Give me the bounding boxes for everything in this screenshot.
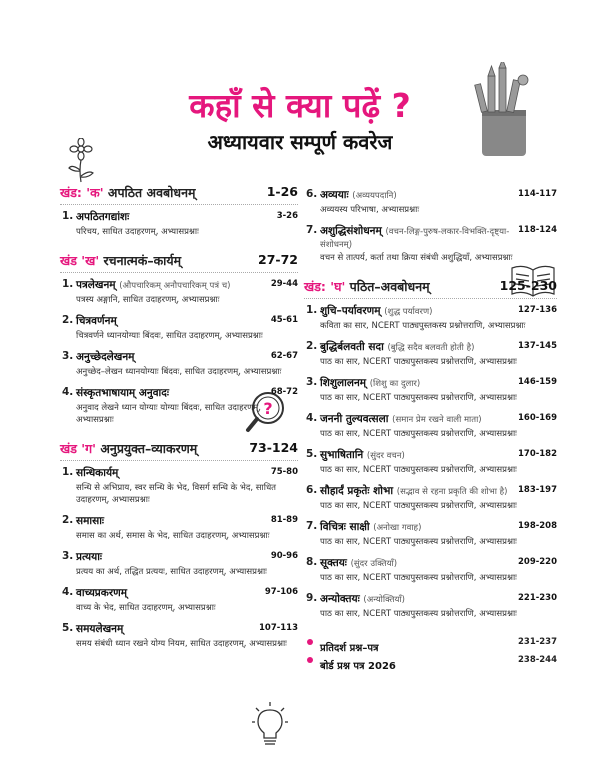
- chapter-title-line: [76, 514, 298, 528]
- chapter-description: पाठ का सार, NCERT पाठ्यपुस्तकस्य प्रश्नोत्तराणि, अभ्यासप्रश्नाः: [320, 501, 517, 511]
- chapter-pages: 81-89: [270, 515, 298, 525]
- section-code: खंड: 'क': [60, 185, 104, 200]
- chapter-description: कविता का सार, NCERT पाठ्यपुस्तकस्य प्रश्नोत्तराणि, अभ्यासप्रश्नाः: [320, 321, 526, 331]
- chapter-number: 1.: [62, 278, 74, 290]
- chapter-entry[interactable]: [304, 376, 557, 404]
- chapter-subtitle: (सुंदर उक्तियाँ): [350, 559, 398, 569]
- chapter-entry[interactable]: [60, 314, 298, 342]
- chapter-number: 3.: [306, 376, 318, 388]
- bullet-icon: [307, 639, 313, 645]
- chapter-title: विचित्रः साक्षी: [320, 521, 370, 533]
- light-bulb-icon: [252, 700, 288, 748]
- chapter-number: 1.: [306, 304, 318, 316]
- page-title: कहाँ से क्या पढ़ें ?: [189, 86, 411, 125]
- chapter-title: शुचि–पर्यावरणम्: [320, 305, 381, 317]
- chapter-number: 6.: [306, 188, 318, 200]
- chapter-title: अशुद्धिसंशोधनम्: [320, 225, 382, 237]
- chapter-pages: 183-197: [517, 485, 557, 495]
- extra-pages: 231-237: [517, 637, 557, 647]
- chapter-number: 5.: [306, 448, 318, 460]
- section-title: [60, 184, 298, 201]
- chapter-subtitle: (अनोखा गवाह): [373, 523, 422, 533]
- chapter-subtitle: (समान प्रेम रखने वाली माता): [392, 415, 482, 425]
- extra-pages: 238-244: [517, 655, 557, 665]
- chapter-description: पाठ का सार, NCERT पाठ्यपुस्तकस्य प्रश्नोत्तराणि, अभ्यासप्रश्नाः: [320, 429, 517, 439]
- chapter-entry[interactable]: [304, 340, 557, 368]
- chapter-description: पाठ का सार, NCERT पाठ्यपुस्तकस्य प्रश्नोत्तराणि, अभ्यासप्रश्नाः: [320, 357, 517, 367]
- right-column: [304, 180, 557, 672]
- section-header: [60, 440, 298, 458]
- chapter-title-line: [76, 278, 298, 292]
- section-pages: 1-26: [266, 184, 298, 199]
- section-header: [60, 252, 298, 270]
- chapter-description: अनुच्छेद–लेखन ध्यानयोग्याः बिंदवः, साधित उदाहरणम्, अभ्यासप्रश्नाः: [76, 367, 282, 377]
- chapter-pages: 97-106: [264, 587, 298, 597]
- chapter-description: पाठ का सार, NCERT पाठ्यपुस्तकस्य प्रश्नोत्तराणि, अभ्यासप्रश्नाः: [320, 537, 517, 547]
- page-subtitle: अध्यायवार सम्पूर्ण कवरेज: [207, 130, 393, 154]
- chapter-number: 2.: [62, 314, 74, 326]
- chapter-subtitle: (अव्ययपदानि): [352, 191, 397, 201]
- chapter-pages: 68-72: [270, 387, 298, 397]
- chapter-entry[interactable]: [304, 592, 557, 620]
- chapter-description: वाच्य के भेद, साधित उदाहरणम्, अभ्यासप्रश्नाः: [76, 603, 216, 613]
- chapter-number: 9.: [306, 592, 318, 604]
- extra-entry[interactable]: [304, 654, 557, 672]
- chapter-pages: 160-169: [517, 413, 557, 423]
- chapter-number: 2.: [62, 514, 74, 526]
- chapter-title: अपठितगद्यांशः: [76, 211, 130, 223]
- extra-title: बोर्ड प्रश्न पत्र 2026: [320, 661, 396, 672]
- chapter-subtitle: (बुद्धि सदैव बलवती होती है): [387, 343, 475, 353]
- bullet-icon: [307, 657, 313, 663]
- chapter-number: 2.: [306, 340, 318, 352]
- pencil-cup-icon: [468, 62, 540, 158]
- chapter-number: 6.: [306, 484, 318, 496]
- section-header: [60, 184, 298, 202]
- chapter-title-line: [76, 466, 298, 480]
- section-label: रचनात्मकं–कार्यम्: [103, 253, 182, 268]
- chapter-number: 4.: [62, 586, 74, 598]
- chapter-entry[interactable]: [60, 586, 298, 614]
- chapter-pages: 118-124: [517, 225, 557, 235]
- svg-text:?: ?: [263, 399, 273, 418]
- chapter-entry[interactable]: [60, 466, 298, 506]
- chapter-subtitle: (शुद्ध पर्यावरण): [384, 307, 433, 317]
- chapter-entry[interactable]: [60, 278, 298, 306]
- left-column: [60, 180, 298, 650]
- chapter-title-line: [76, 386, 298, 400]
- chapter-title-line: [76, 550, 298, 564]
- chapter-pages: 29-44: [270, 279, 298, 289]
- chapter-entry[interactable]: [60, 550, 298, 578]
- chapter-description: परिचय, साधित उदाहरणम्, अभ्यासप्रश्नाः: [76, 227, 199, 237]
- chapter-pages: 146-159: [517, 377, 557, 387]
- chapter-title: सौहार्दं प्रकृतेः शोभा: [320, 485, 394, 497]
- chapter-pages: 62-67: [270, 351, 298, 361]
- section-code: खंड 'ग': [60, 441, 96, 456]
- chapter-title: चित्रवर्णनम्: [76, 315, 117, 327]
- chapter-title-line: [76, 350, 298, 364]
- chapter-entry[interactable]: [304, 304, 557, 332]
- chapter-description: पाठ का सार, NCERT पाठ्यपुस्तकस्य प्रश्नोत्तराणि, अभ्यासप्रश्नाः: [320, 609, 517, 619]
- chapter-entry[interactable]: [304, 412, 557, 440]
- extra-entry[interactable]: [304, 636, 557, 654]
- chapter-pages: 209-220: [517, 557, 557, 567]
- section-pages: 125-230: [499, 278, 557, 293]
- chapter-title: बुद्धिर्बलवती सदा: [320, 341, 384, 353]
- section-label: पठित–अवबोधनम्: [349, 279, 430, 294]
- chapter-pages: 127-136: [517, 305, 557, 315]
- chapter-number: 7.: [306, 224, 318, 236]
- section-label: अनुप्रयुक्त–व्याकरणम्: [100, 441, 198, 456]
- chapter-number: 5.: [62, 622, 74, 634]
- chapter-title: सन्धिकार्यम्: [76, 467, 119, 479]
- chapter-title-line: [76, 210, 298, 224]
- chapter-entry[interactable]: [304, 520, 557, 548]
- chapter-title: समासाः: [76, 515, 105, 527]
- section-header: [304, 278, 557, 296]
- chapter-description: पाठ का सार, NCERT पाठ्यपुस्तकस्य प्रश्नोत्तराणि, अभ्यासप्रश्नाः: [320, 393, 517, 403]
- chapter-number: 1.: [62, 466, 74, 478]
- chapter-entry[interactable]: [60, 514, 298, 542]
- chapter-pages: 198-208: [517, 521, 557, 531]
- chapter-entry[interactable]: [60, 350, 298, 378]
- chapter-title: शिशुलालनम्: [320, 377, 367, 389]
- chapter-description: चित्रवर्णने ध्यानयोग्याः बिंदवः, साधित उदाहरणम्, अभ्यासप्रश्नाः: [76, 331, 263, 341]
- chapter-title: संस्कृतभाषायाम् अनुवादः: [76, 387, 169, 399]
- chapter-entry[interactable]: [304, 484, 557, 512]
- section-pages: 73-124: [249, 440, 298, 455]
- chapter-pages: 75-80: [270, 467, 298, 477]
- flower-icon: [64, 138, 98, 184]
- chapter-pages: 90-96: [270, 551, 298, 561]
- chapter-description: समास का अर्थ, समास के भेद, साधित उदाहरणम्, अभ्यासप्रश्नाः: [76, 531, 270, 541]
- chapter-description: पाठ का सार, NCERT पाठ्यपुस्तकस्य प्रश्नोत्तराणि, अभ्यासप्रश्नाः: [320, 573, 517, 583]
- chapter-subtitle: (अन्योक्तियाँ): [363, 595, 405, 605]
- chapter-entry[interactable]: [60, 622, 298, 650]
- chapter-description: वचन से तात्पर्य, कर्ता तथा क्रिया संबंधी अशुद्धियाँ, अभ्यासप्रश्नाः: [320, 253, 513, 263]
- chapter-title: प्रत्ययाः: [76, 551, 103, 563]
- chapter-subtitle: (औपचारिकम् अनौपचारिकम् पत्रं च): [119, 281, 231, 291]
- chapter-entry[interactable]: [304, 448, 557, 476]
- chapter-entry[interactable]: [304, 224, 557, 264]
- chapter-pages: 137-145: [517, 341, 557, 351]
- section-code: खंड: 'घ': [304, 279, 346, 294]
- chapter-description: अनुवाद लेखने ध्यान योग्याः योग्याः बिंदवः, साधित उदाहरणम्, अभ्यासप्रश्नाः: [76, 403, 262, 425]
- section-label: अपठित अवबोधनम्: [107, 185, 196, 200]
- section-pages: 27-72: [258, 252, 298, 267]
- chapter-title: वाच्यप्रकरणम्: [76, 587, 128, 599]
- chapter-title: समयलेखनम्: [76, 623, 124, 635]
- chapter-description: प्रत्यय का अर्थ, तद्धित प्रत्ययः, साधित उदाहरणम्, अभ्यासप्रश्नाः: [76, 567, 267, 577]
- chapter-subtitle: (सद्भाव से रहना प्रकृति की शोभा है): [396, 487, 508, 497]
- chapter-entry[interactable]: [304, 556, 557, 584]
- chapter-pages: 170-182: [517, 449, 557, 459]
- chapter-title: पत्रलेखनम्: [76, 279, 116, 291]
- chapter-pages: 3-26: [276, 211, 298, 221]
- chapter-description: सन्धि से अभिप्राय, स्वर सन्धि के भेद, विसर्ग सन्धि के भेद, साधित उदाहरणम्, अभ्यासप्रश्नाः: [76, 483, 277, 505]
- chapter-number: 1.: [62, 210, 74, 222]
- chapter-pages: 114-117: [517, 189, 557, 199]
- chapter-title-line: [76, 314, 298, 328]
- chapter-subtitle: (सुंदर वचन): [366, 451, 405, 461]
- chapter-subtitle: (वचन-लिङ्ग-पुरुष-लकार-विभक्ति-दृष्ट्या-संशोधनम्): [320, 227, 510, 250]
- chapter-entry[interactable]: [304, 188, 557, 216]
- chapter-subtitle: (शिशु का दुलार): [369, 379, 421, 389]
- chapter-description: अव्ययस्य परिभाषा, अभ्यासप्रश्नाः: [320, 205, 420, 215]
- chapter-entry[interactable]: [60, 210, 298, 238]
- chapter-title: जननी तुल्यवत्सला: [320, 413, 389, 425]
- chapter-pages: 221-230: [517, 593, 557, 603]
- extra-title: प्रतिदर्श प्रश्न–पत्र: [320, 643, 379, 654]
- chapter-title: अनुच्छेदलेखनम्: [76, 351, 135, 363]
- chapter-description: पत्रस्य अङ्गानि, साधित उदाहरणम्, अभ्यासप्रश्नाः: [76, 295, 220, 305]
- section-code: खंड 'ख': [60, 253, 100, 268]
- chapter-number: 4.: [306, 412, 318, 424]
- chapter-pages: 45-61: [270, 315, 298, 325]
- chapter-number: 8.: [306, 556, 318, 568]
- chapter-number: 3.: [62, 350, 74, 362]
- chapter-description: पाठ का सार, NCERT पाठ्यपुस्तकस्य प्रश्नोत्तराणि, अभ्यासप्रश्नाः: [320, 465, 517, 475]
- chapter-title: सुभाषितानि: [320, 449, 364, 461]
- chapter-title: सूक्तयः: [320, 557, 347, 569]
- chapter-number: 3.: [62, 550, 74, 562]
- chapter-number: 7.: [306, 520, 318, 532]
- chapter-entry[interactable]: [60, 386, 298, 426]
- chapter-description: समय संबंधी ध्यान रखने योग्य नियम, साधित उदाहरणम्, अभ्यासप्रश्नाः: [76, 639, 287, 649]
- chapter-title: अन्योक्तयः: [320, 593, 360, 605]
- chapter-number: 4.: [62, 386, 74, 398]
- chapter-pages: 107-113: [258, 623, 298, 633]
- chapter-title: अव्ययाः: [320, 189, 349, 201]
